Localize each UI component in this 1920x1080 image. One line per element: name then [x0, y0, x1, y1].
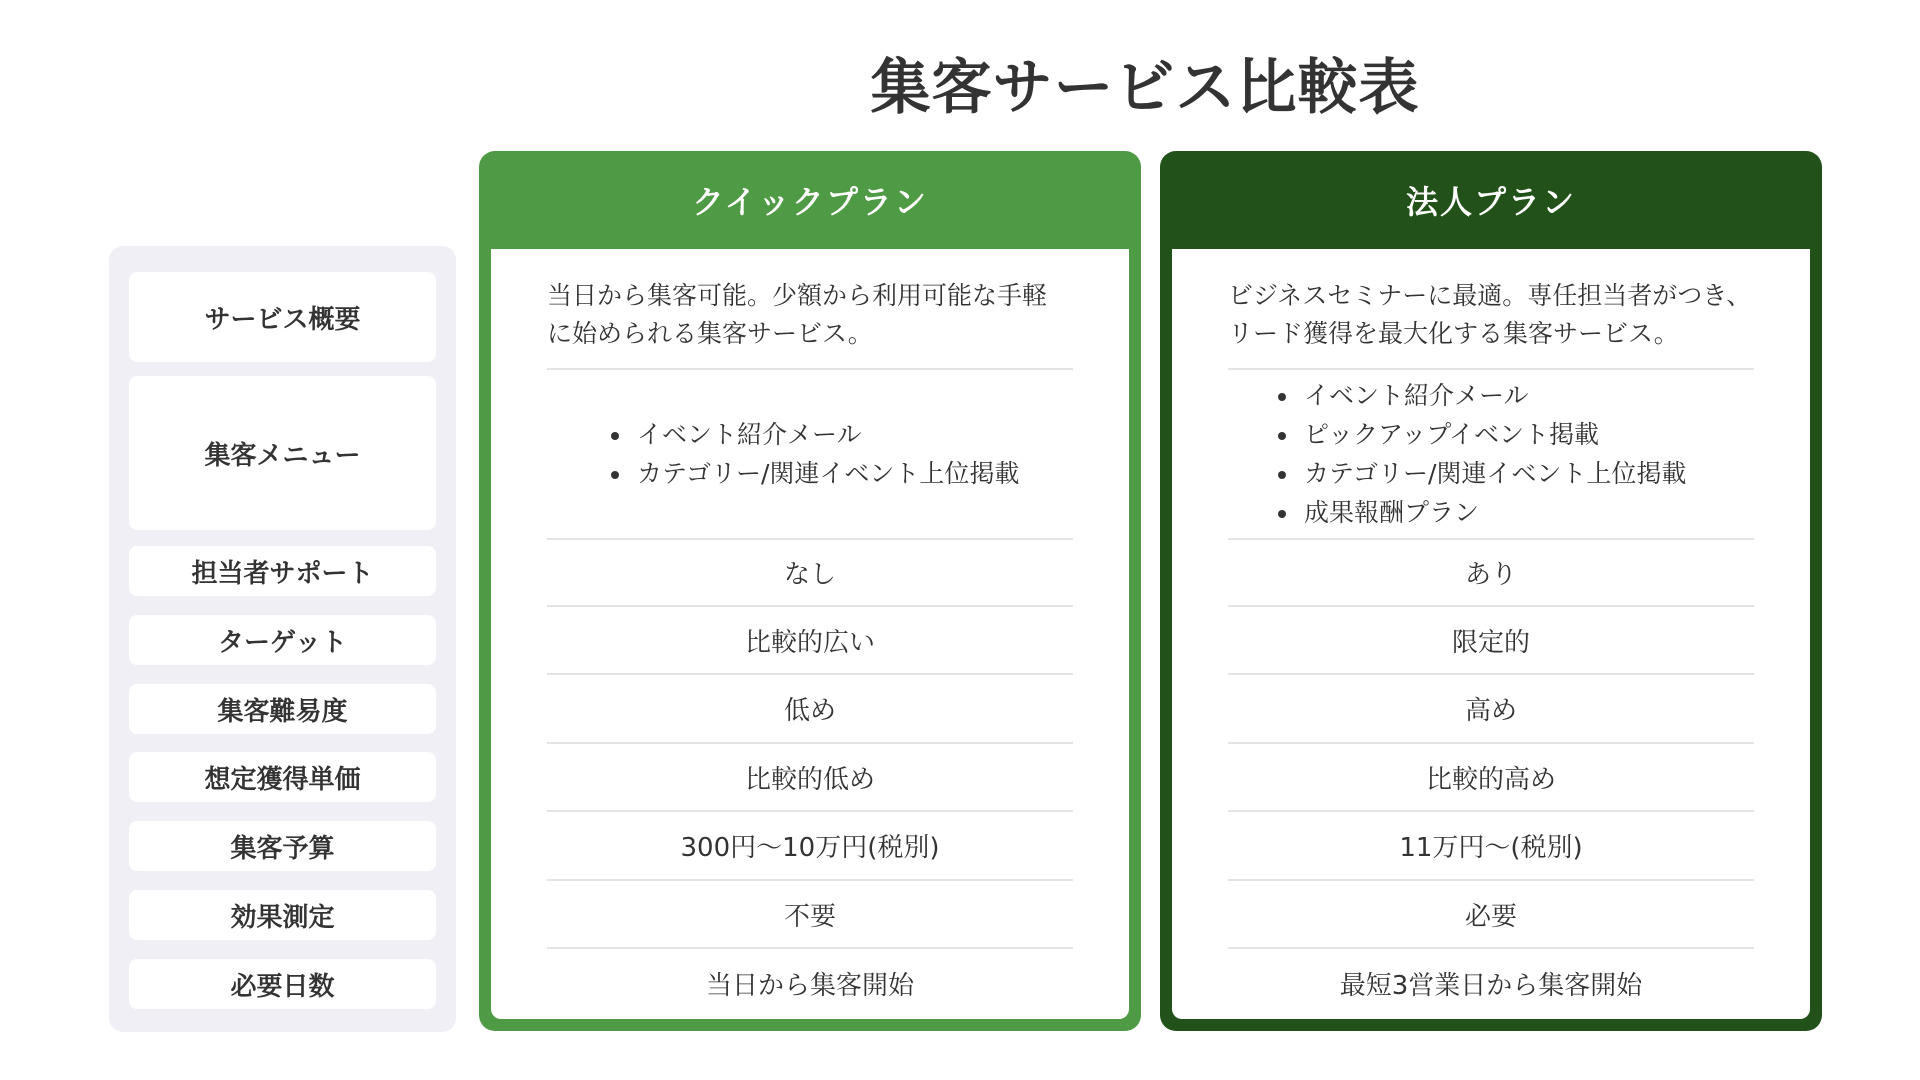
menu-item: • カテゴリー/関連イベント上位掲載 [633, 454, 1019, 493]
menu-list [547, 415, 1019, 493]
plan-budget: 300円〜10万円(税別) [547, 812, 1073, 881]
plan-summary [1228, 249, 1754, 370]
menu-item: • イベント紹介メール [1300, 376, 1686, 415]
summary-line: リード獲得を最大化する集客サービス。 [1228, 319, 1679, 348]
plan-difficulty: 高め [1228, 675, 1754, 744]
plan-name: クイックプラン [692, 183, 928, 221]
row-label-menu: 集客メニュー [129, 376, 436, 530]
plan-days: 当日から集客開始 [705, 970, 914, 1001]
plan-measurement: 不要 [547, 881, 1073, 949]
plan-difficulty: 低め [547, 675, 1073, 744]
plan-card-quick [479, 151, 1141, 1031]
row-label-difficulty: 集客難易度 [129, 684, 436, 734]
menu-item: • 成果報酬プラン [1300, 493, 1686, 532]
summary-line: 当日から集客可能。少額から利用可能な手軽 [547, 281, 1048, 310]
row-label-cpa: 想定獲得単価 [129, 752, 436, 802]
menu-item: • イベント紹介メール [633, 415, 1019, 454]
plan-name: 法人プラン [1405, 183, 1576, 221]
row-label-target: ターゲット [129, 615, 436, 665]
row-label-summary: サービス概要 [129, 272, 436, 362]
plan-summary [547, 249, 1073, 370]
menu-item: • カテゴリー/関連イベント上位掲載 [1300, 454, 1686, 493]
row-label-panel [109, 246, 456, 1032]
row-label-support: 担当者サポート [129, 546, 436, 596]
plan-measurement: 必要 [1228, 881, 1754, 949]
row-label-measurement: 効果測定 [129, 890, 436, 940]
menu-list [1228, 376, 1686, 532]
page-title: 集客サービス比較表 [870, 53, 1420, 123]
summary-line: に始められる集客サービス。 [547, 319, 873, 348]
plan-target: 限定的 [1228, 607, 1754, 675]
row-label-budget: 集客予算 [129, 821, 436, 871]
plan-body [1172, 249, 1810, 1019]
plan-support: なし [547, 540, 1073, 607]
plan-card-corporate [1160, 151, 1822, 1031]
plan-target: 比較的広い [547, 607, 1073, 675]
plan-body [491, 249, 1129, 1019]
plan-budget: 11万円〜(税別) [1228, 812, 1754, 881]
plan-cpa: 比較的低め [547, 744, 1073, 812]
row-label-days: 必要日数 [129, 959, 436, 1009]
summary-line: ビジネスセミナーに最適。専任担当者がつき、 [1228, 281, 1752, 310]
plan-support: あり [1228, 540, 1754, 607]
menu-item: • ピックアップイベント掲載 [1300, 415, 1686, 454]
plan-cpa: 比較的高め [1228, 744, 1754, 812]
plan-menu [1228, 370, 1754, 540]
plan-days: 最短3営業日から集客開始 [1339, 970, 1643, 1001]
plan-menu [547, 370, 1073, 540]
